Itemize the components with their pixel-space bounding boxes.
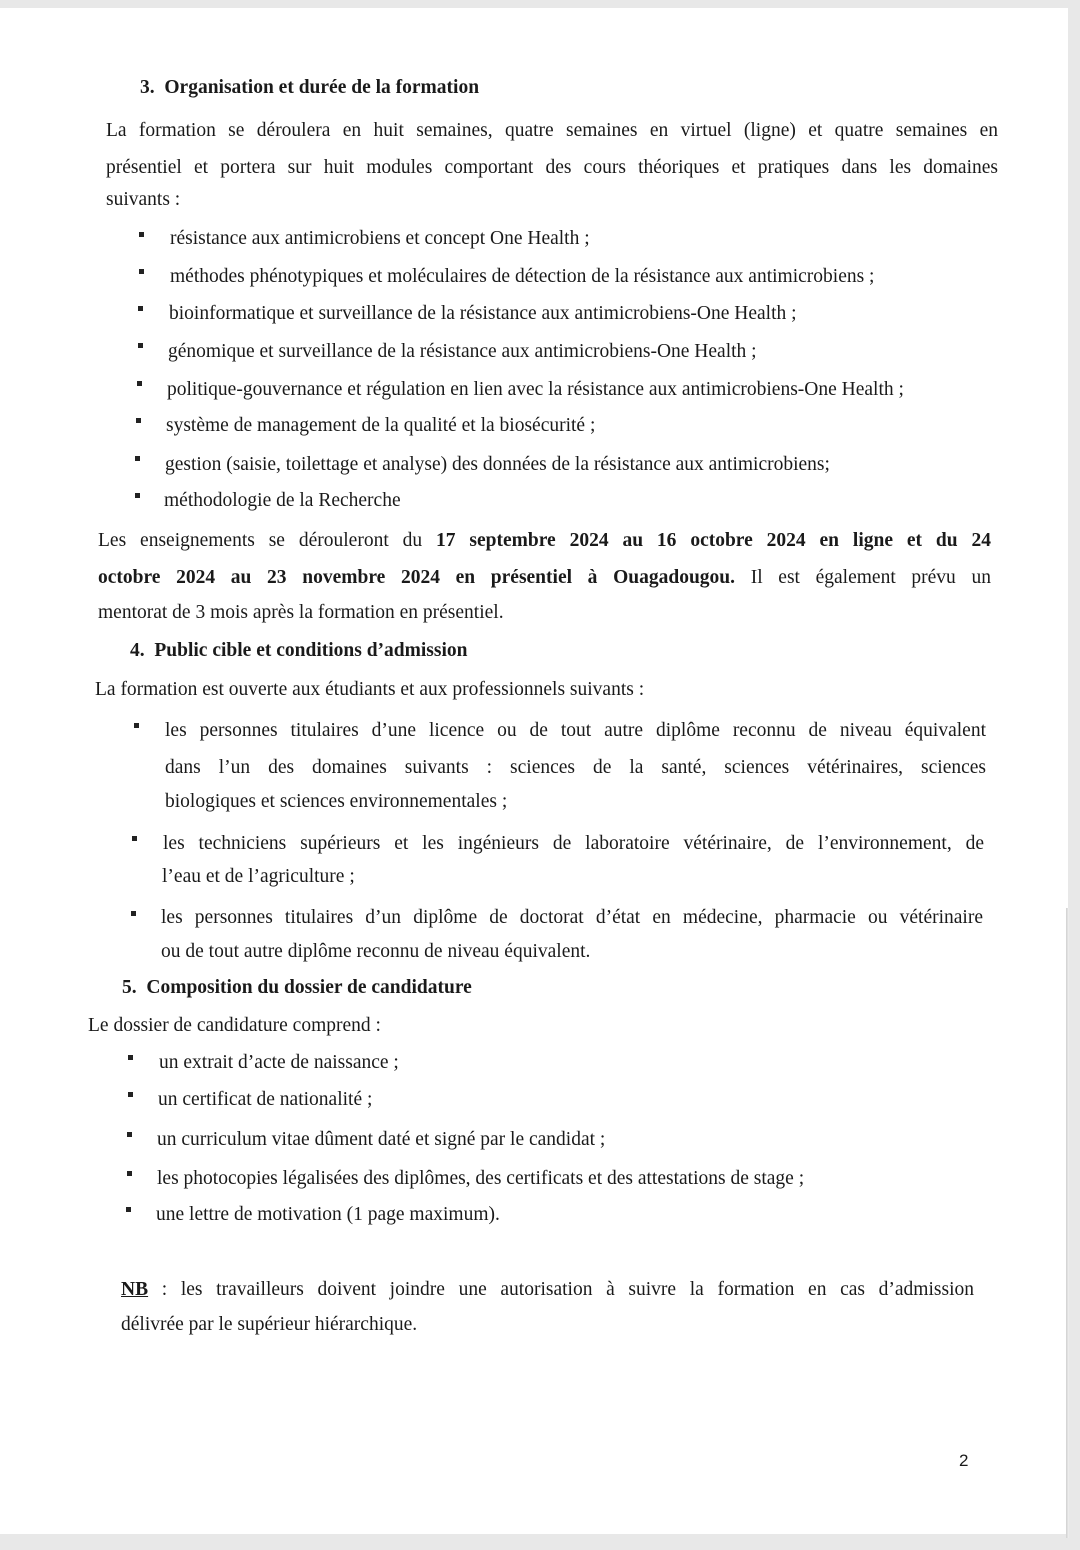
nb-text: : les travailleurs doivent joindre une autorisation à suivre la formation en cas d’admission bbox=[148, 1279, 974, 1300]
schedule-text: Les enseignements se dérouleront du bbox=[98, 530, 437, 551]
list-item: méthodes phénotypiques et moléculaires de détection de la résistance aux antimicrobiens ; bbox=[170, 266, 875, 287]
nb-label: NB bbox=[121, 1279, 149, 1300]
list-item: les techniciens supérieurs et les ingénieurs de laboratoire vétérinaire, de l’environnement, de bbox=[163, 833, 984, 854]
bullet-icon bbox=[139, 269, 144, 274]
bullet-icon bbox=[136, 418, 141, 423]
bullet-icon bbox=[128, 1055, 133, 1060]
bullet-icon bbox=[139, 232, 144, 237]
schedule-dates: octobre 2024 au 23 novembre 2024 en présentiel à Ouagadougou. bbox=[98, 567, 736, 588]
bullet-icon bbox=[127, 1171, 132, 1176]
schedule-text: Il est également prévu un bbox=[735, 567, 991, 588]
list-item: une lettre de motivation (1 page maximum). bbox=[156, 1204, 500, 1225]
section-3-intro-line: suivants : bbox=[106, 189, 181, 210]
section-4-number: 4. bbox=[130, 640, 145, 661]
schedule-line bbox=[98, 529, 991, 553]
bullet-icon bbox=[138, 343, 143, 348]
bullet-icon bbox=[134, 723, 139, 728]
schedule-line bbox=[98, 566, 991, 590]
section-5-title: Composition du dossier de candidature bbox=[146, 977, 472, 998]
bullet-icon bbox=[131, 911, 136, 916]
section-4-heading bbox=[130, 639, 468, 663]
section-3-title: Organisation et durée de la formation bbox=[164, 77, 480, 98]
nb-note bbox=[121, 1278, 974, 1302]
list-item: un curriculum vitae dûment daté et signé par le candidat ; bbox=[157, 1129, 606, 1150]
section-3-number: 3. bbox=[140, 77, 155, 98]
list-item: génomique et surveillance de la résistance aux antimicrobiens-One Health ; bbox=[168, 341, 757, 362]
list-item: les personnes titulaires d’un diplôme de doctorat d’état en médecine, pharmacie ou vétérinaire bbox=[161, 907, 983, 928]
list-item-continued: biologiques et sciences environnementales ; bbox=[165, 791, 508, 812]
section-4-title: Public cible et conditions d’admission bbox=[154, 640, 468, 661]
section-5-intro: Le dossier de candidature comprend : bbox=[88, 1015, 381, 1036]
list-item-continued: l’eau et de l’agriculture ; bbox=[162, 866, 355, 887]
list-item-continued: dans l’un des domaines suivants : sciences de la santé, sciences vétérinaires, sciences bbox=[165, 757, 986, 778]
list-item: gestion (saisie, toilettage et analyse) des données de la résistance aux antimicrobiens; bbox=[165, 454, 830, 475]
list-item: méthodologie de la Recherche bbox=[164, 490, 401, 511]
bullet-icon bbox=[138, 306, 143, 311]
section-3-intro-line: présentiel et portera sur huit modules comportant des cours théoriques et pratiques dans les domaines bbox=[106, 157, 998, 178]
section-3-intro-line: La formation se déroulera en huit semaines, quatre semaines en virtuel (ligne) et quatre semaines en bbox=[106, 120, 998, 141]
section-5-number: 5. bbox=[122, 977, 137, 998]
section-5-heading bbox=[122, 976, 472, 1000]
document-page bbox=[0, 8, 1068, 1534]
bullet-icon bbox=[135, 493, 140, 498]
bullet-icon bbox=[132, 836, 137, 841]
page-number: 2 bbox=[959, 1451, 969, 1470]
list-item-continued: ou de tout autre diplôme reconnu de niveau équivalent. bbox=[161, 941, 591, 962]
bullet-icon bbox=[135, 456, 140, 461]
list-item: bioinformatique et surveillance de la résistance aux antimicrobiens-One Health ; bbox=[169, 303, 797, 324]
list-item: système de management de la qualité et la biosécurité ; bbox=[166, 415, 596, 436]
list-item: un certificat de nationalité ; bbox=[158, 1089, 373, 1110]
list-item: politique-gouvernance et régulation en lien avec la résistance aux antimicrobiens-One Health ; bbox=[167, 379, 904, 400]
nb-note-continued: délivrée par le supérieur hiérarchique. bbox=[121, 1314, 418, 1335]
bullet-icon bbox=[128, 1092, 133, 1097]
list-item: résistance aux antimicrobiens et concept One Health ; bbox=[170, 228, 590, 249]
schedule-dates: 17 septembre 2024 au 16 octobre 2024 en ligne et du 24 bbox=[436, 530, 991, 551]
bullet-icon bbox=[127, 1132, 132, 1137]
page-edge-shadow bbox=[1066, 908, 1069, 1538]
list-item: les photocopies légalisées des diplômes, des certificats et des attestations de stage ; bbox=[157, 1168, 805, 1189]
list-item: les personnes titulaires d’une licence ou de tout autre diplôme reconnu de niveau équivalent bbox=[165, 720, 986, 741]
list-item: un extrait d’acte de naissance ; bbox=[159, 1052, 399, 1073]
bullet-icon bbox=[126, 1207, 131, 1212]
section-4-intro: La formation est ouverte aux étudiants et aux professionnels suivants : bbox=[95, 679, 645, 700]
bullet-icon bbox=[137, 381, 142, 386]
section-3-heading bbox=[140, 76, 479, 100]
schedule-line: mentorat de 3 mois après la formation en présentiel. bbox=[98, 602, 504, 623]
